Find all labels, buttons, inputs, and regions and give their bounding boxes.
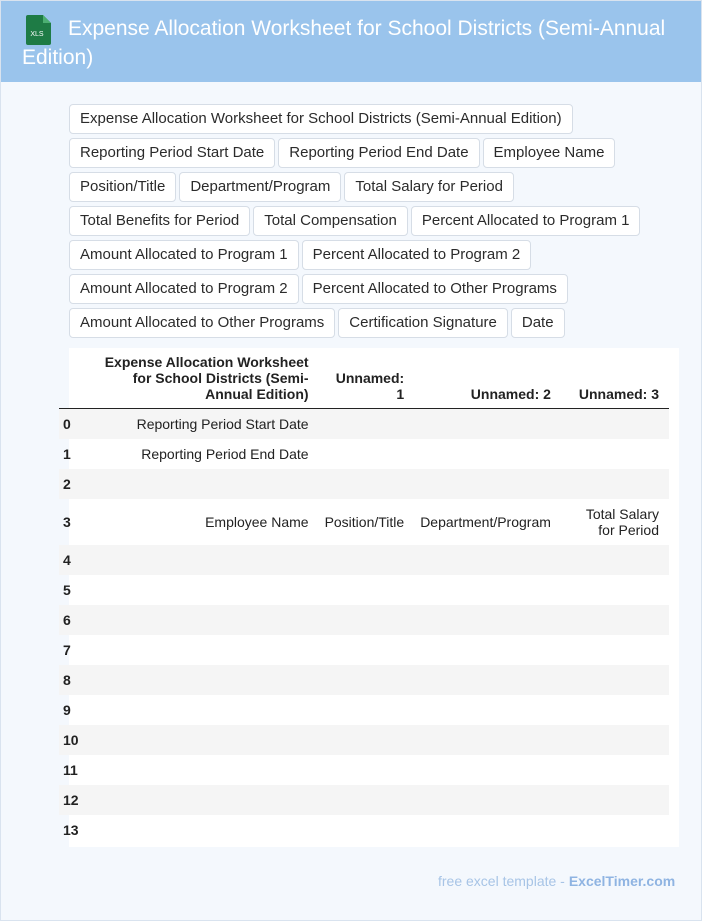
- field-tag[interactable]: Percent Allocated to Program 1: [411, 206, 641, 236]
- table-cell: [319, 605, 415, 635]
- field-tag[interactable]: Employee Name: [483, 138, 616, 168]
- table-cell: Reporting Period End Date: [141, 446, 309, 462]
- row-index: 11: [63, 762, 78, 778]
- table-row: [59, 409, 669, 440]
- field-tag[interactable]: Amount Allocated to Program 1: [69, 240, 299, 270]
- table-cell: [561, 755, 669, 785]
- table-cell: [414, 725, 561, 755]
- page-title: Expense Allocation Worksheet for School Districts (Semi-Annual Edition): [22, 17, 666, 69]
- table-cell: [414, 755, 561, 785]
- field-tag[interactable]: Date: [511, 308, 565, 338]
- table-row: [59, 575, 669, 605]
- table-cell: [85, 469, 319, 499]
- field-tag[interactable]: Certification Signature: [338, 308, 508, 338]
- row-index: 0: [59, 409, 85, 440]
- table-cell: [561, 545, 669, 575]
- table-row: [59, 469, 669, 499]
- table-cell: [414, 785, 561, 815]
- table-cell: [414, 545, 561, 575]
- table-cell: [561, 439, 669, 469]
- row-index: 4: [59, 545, 85, 575]
- table-cell: Department/Program: [420, 514, 551, 530]
- table-cell: [561, 785, 669, 815]
- table-row: [59, 785, 669, 815]
- table-cell: [85, 545, 319, 575]
- table-cell: Total Salary for Period: [585, 506, 659, 538]
- field-tag[interactable]: Amount Allocated to Other Programs: [69, 308, 335, 338]
- table-cell: [85, 575, 319, 605]
- table-cell: Position/Title: [324, 514, 405, 530]
- column-header: Unnamed: 1: [319, 348, 415, 409]
- table-row: [59, 815, 669, 845]
- field-tag[interactable]: Department/Program: [179, 172, 341, 202]
- table-cell: [319, 665, 415, 695]
- table-cell: [319, 545, 415, 575]
- table-row: [59, 725, 669, 755]
- table-row: [59, 605, 669, 635]
- table-cell: [85, 695, 319, 725]
- table-cell: [561, 665, 669, 695]
- table-cell: [319, 785, 415, 815]
- column-header: Unnamed: 3: [561, 348, 669, 409]
- excel-icon-label: XLS: [30, 31, 44, 38]
- table-row: [59, 439, 669, 469]
- table-cell: [85, 725, 319, 755]
- row-index: 6: [59, 605, 85, 635]
- page-header: [1, 1, 701, 82]
- table-cell: [414, 575, 561, 605]
- table-cell: [319, 695, 415, 725]
- table-cell: [561, 469, 669, 499]
- data-table: [59, 348, 669, 845]
- table-cell: [561, 635, 669, 665]
- table-row: [59, 499, 669, 545]
- table-row: [59, 755, 669, 785]
- table-cell: [319, 439, 415, 469]
- table-cell: [85, 635, 319, 665]
- row-index: 13: [63, 822, 79, 838]
- footer-credit: [438, 873, 675, 889]
- field-tag[interactable]: Total Salary for Period: [344, 172, 514, 202]
- row-index: 1: [63, 446, 71, 462]
- field-tag[interactable]: Total Benefits for Period: [69, 206, 250, 236]
- table-cell: [414, 605, 561, 635]
- field-tag[interactable]: Position/Title: [69, 172, 176, 202]
- table-cell: [414, 439, 561, 469]
- row-index: 2: [59, 469, 85, 499]
- footer-text: free excel template -: [438, 873, 565, 889]
- row-index: 12: [59, 785, 85, 815]
- field-tag[interactable]: Percent Allocated to Other Programs: [302, 274, 568, 304]
- table-row: [59, 695, 669, 725]
- row-index: 8: [59, 665, 85, 695]
- table-cell: [319, 469, 415, 499]
- field-tag[interactable]: Reporting Period End Date: [278, 138, 479, 168]
- table-cell: [319, 725, 415, 755]
- table-cell: [85, 815, 319, 845]
- field-tag[interactable]: Total Compensation: [253, 206, 408, 236]
- table-cell: [319, 575, 415, 605]
- table-cell: [561, 725, 669, 755]
- table-cell: [319, 635, 415, 665]
- table-cell: [319, 409, 415, 440]
- table-row: [59, 635, 669, 665]
- field-tag-list: [69, 104, 669, 342]
- column-header: Expense Allocation Worksheet for School Districts (Semi-Annual Edition): [85, 348, 319, 409]
- data-table-container: [63, 348, 679, 847]
- table-cell: [85, 755, 319, 785]
- table-cell: [561, 409, 669, 440]
- table-cell: [85, 605, 319, 635]
- table-row: [59, 665, 669, 695]
- table-cell: Reporting Period Start Date: [85, 409, 319, 440]
- table-cell: Employee Name: [205, 514, 309, 530]
- field-tag[interactable]: Percent Allocated to Program 2: [302, 240, 532, 270]
- row-index: 10: [59, 725, 85, 755]
- table-cell: [414, 665, 561, 695]
- field-tag[interactable]: Expense Allocation Worksheet for School Districts (Semi-Annual Edition): [69, 104, 573, 134]
- field-tag[interactable]: Amount Allocated to Program 2: [69, 274, 299, 304]
- table-cell: [414, 695, 561, 725]
- field-tag[interactable]: Reporting Period Start Date: [69, 138, 275, 168]
- row-index: 3: [63, 514, 71, 530]
- row-index: 7: [63, 642, 71, 658]
- row-index: 9: [63, 702, 71, 718]
- table-cell: [561, 695, 669, 725]
- table-cell: [85, 665, 319, 695]
- table-cell: [414, 469, 561, 499]
- table-cell: [414, 635, 561, 665]
- table-cell: [561, 575, 669, 605]
- table-cell: [414, 815, 561, 845]
- table-cell: [319, 755, 415, 785]
- table-cell: [561, 815, 669, 845]
- table-cell: [319, 815, 415, 845]
- row-index: 5: [63, 582, 71, 598]
- table-cell: [414, 409, 561, 440]
- table-header-row: [59, 348, 669, 409]
- column-header: Unnamed: 2: [414, 348, 561, 409]
- table-cell: [85, 785, 319, 815]
- footer-brand-link[interactable]: ExcelTimer.com: [568, 873, 676, 889]
- index-header: [59, 348, 85, 409]
- table-cell: [561, 605, 669, 635]
- table-row: [59, 545, 669, 575]
